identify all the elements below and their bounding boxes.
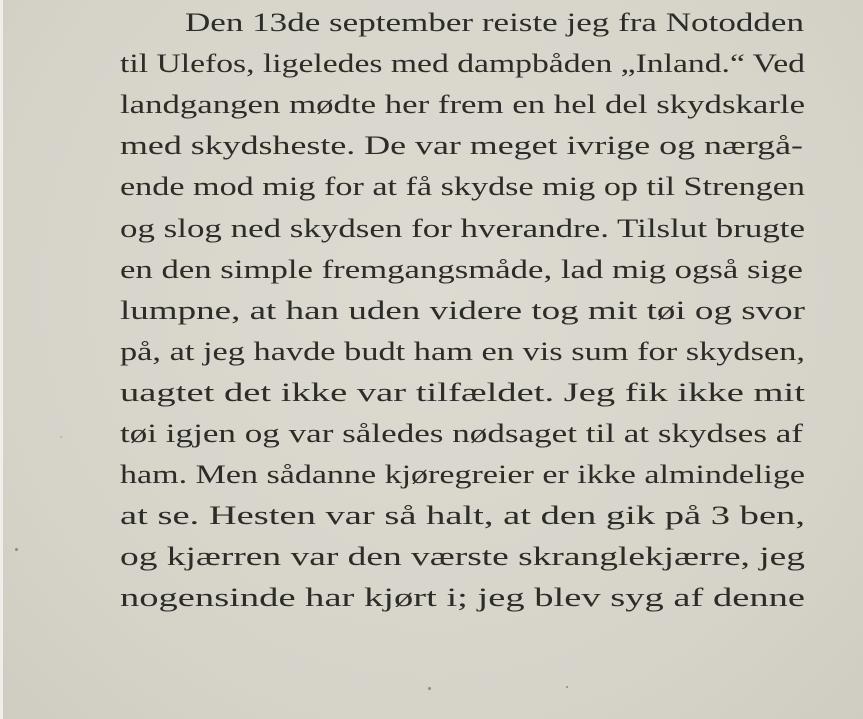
text-line: og kjærren var den værste skranglekjærre, jeg [120,541,806,571]
paper-speck [15,548,18,551]
paper-speck [428,687,431,690]
text-line: lumpne, at han uden videre tog mit tøi og svor [120,295,806,325]
text-line: en den simple fremgangsmåde, lad mig også sige [120,254,803,284]
page-edge [0,0,3,719]
text-line: med skydsheste. De var meget ivrige og nærgå- [120,130,804,160]
text-line: tøi igjen og var således nødsaget til at skydses af [120,418,804,448]
text-line: på, at jeg havde budt ham en vis sum for skydsen, [120,336,805,366]
text-line: landgangen mødte her frem en hel del skydskarle [120,89,806,119]
text-line: Den 13de september reiste jeg fra Notodden [185,7,804,37]
text-line: ende mod mig for at få skydse mig op til Strengen [120,171,805,201]
paper-speck [60,436,62,438]
text-line: uagtet det ikke var tilfældet. Jeg fik ikke mit [120,377,805,407]
text-line: nogensinde har kjørt i; jeg blev syg af denne [120,582,805,612]
text-line: at se. Hesten var så halt, at den gik på 3 ben, [120,500,805,530]
text-line: til Ulefos, ligeledes med dampbåden „Inland.“ Ved [120,48,805,78]
text-line: og slog ned skydsen for hverandre. Tilslut brugte [120,213,806,243]
text-line: ham. Men sådanne kjøregreier er ikke almindelige [120,459,805,489]
paper-speck [566,686,568,688]
